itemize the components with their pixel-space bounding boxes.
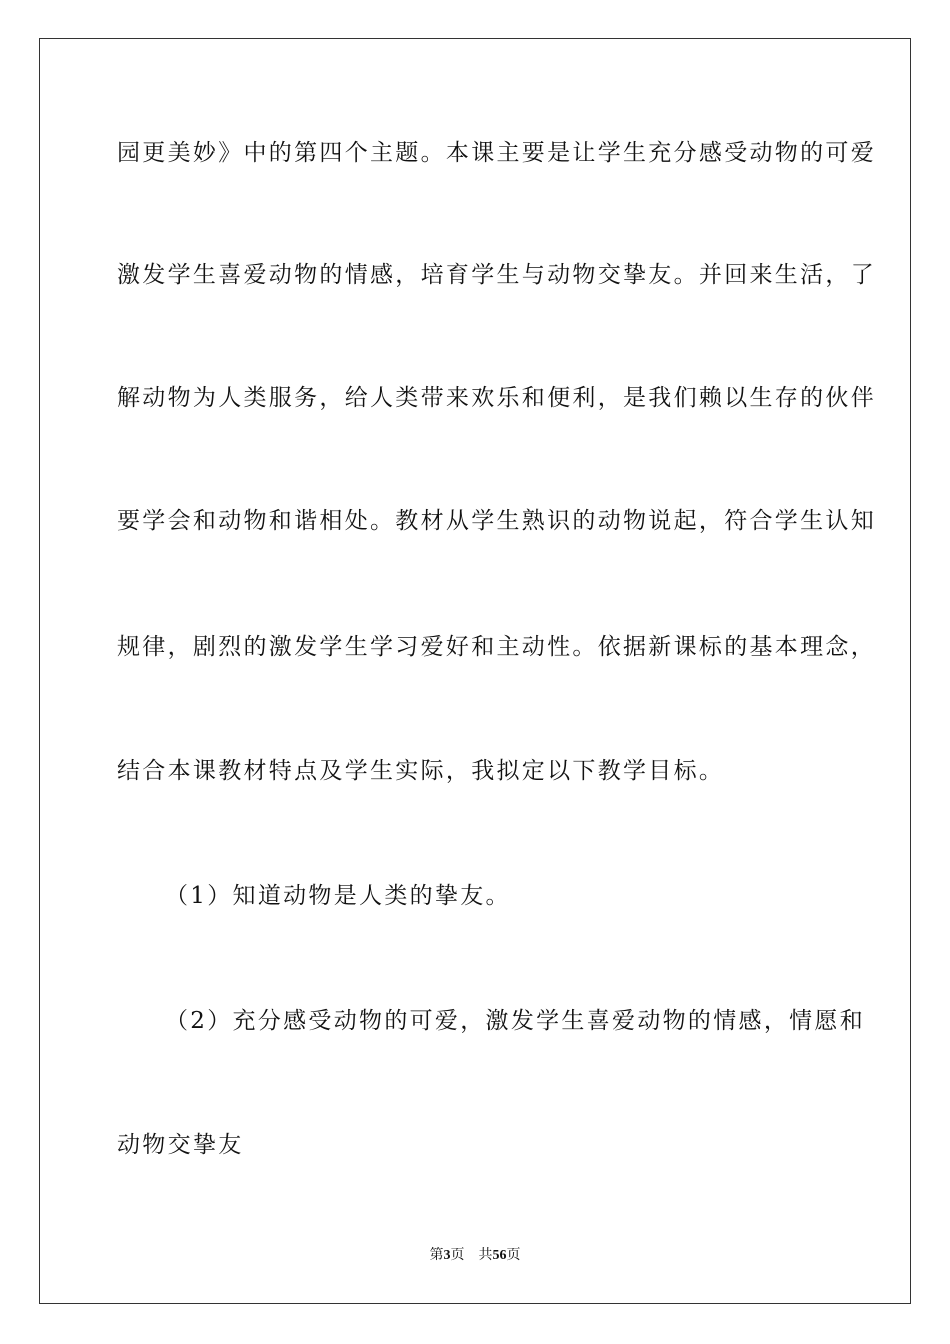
footer-page-prefix: 第: [429, 1248, 444, 1263]
page-frame: [39, 38, 911, 1304]
footer-total-suffix: 页: [506, 1248, 521, 1263]
page-footer: [0, 1247, 950, 1265]
paragraph-line-1: 园更美妙》中的第四个主题。本课主要是让学生充分感受动物的可爱: [117, 140, 876, 166]
objective-item-2: （2）充分感受动物的可爱，激发学生喜爱动物的情感，情愿和: [165, 1008, 866, 1034]
footer-page-suffix: 页: [450, 1248, 465, 1263]
objective-item-2-continuation: 动物交挚友: [117, 1132, 244, 1158]
paragraph-line-6: 结合本课教材特点及学生实际，我拟定以下教学目标。: [117, 758, 725, 784]
footer-total-prefix: 共: [478, 1248, 493, 1263]
paragraph-line-5: 规律，剧烈的激发学生学习爱好和主动性。依据新课标的基本理念，: [117, 634, 876, 660]
footer-total-pages: 56: [492, 1248, 507, 1263]
footer-page-number: 3: [443, 1248, 451, 1263]
paragraph-line-4: 要学会和动物和谐相处。教材从学生熟识的动物说起，符合学生认知: [117, 508, 876, 534]
objective-item-1: （1）知道动物是人类的挚友。: [165, 883, 511, 909]
paragraph-line-3: 解动物为人类服务，给人类带来欢乐和便利，是我们赖以生存的伙伴: [117, 385, 876, 411]
paragraph-line-2: 激发学生喜爱动物的情感，培育学生与动物交挚友。并回来生活，了: [117, 262, 876, 288]
